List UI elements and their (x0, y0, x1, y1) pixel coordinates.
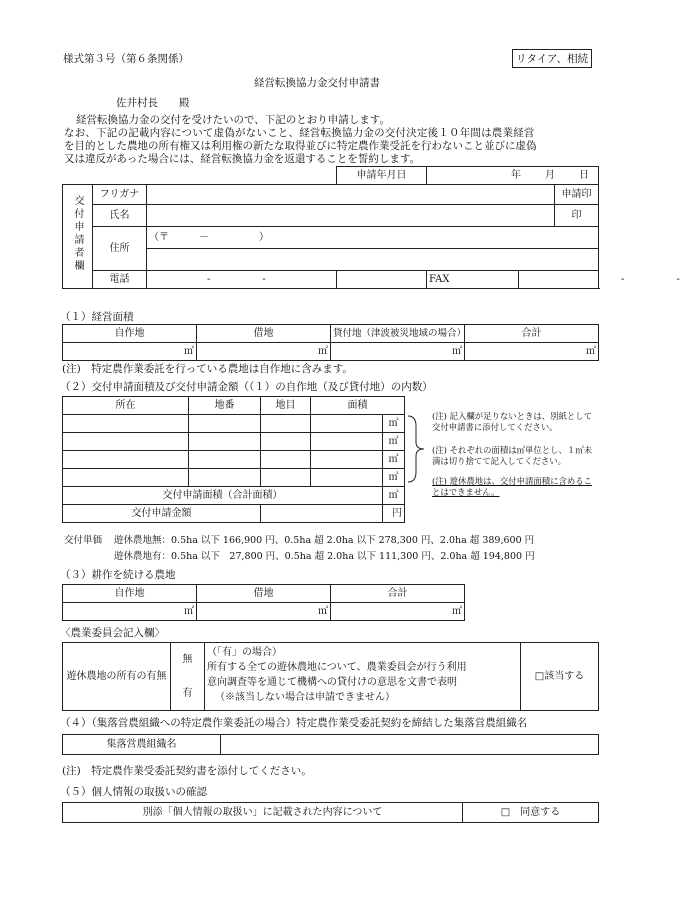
committee-heading: 〈農業委員会記入欄〉 (60, 627, 165, 639)
agree-checkbox[interactable]: □ 同意する (463, 803, 599, 823)
header-category: 地目 (261, 397, 311, 415)
location-cell[interactable] (63, 469, 189, 487)
total-area[interactable]: ㎡ (465, 343, 599, 361)
location-cell[interactable] (63, 451, 189, 469)
amount-field[interactable] (261, 505, 383, 523)
dash: - (207, 274, 211, 285)
dash: - (621, 274, 625, 285)
sec2-note: (注) 遊休農地は、交付申請面積に含めることはできません。 (432, 476, 592, 497)
amount-label: 交付申請金額 (63, 505, 261, 523)
note-a: (注) 特定農作業委託を行っている農地は自作地に含みます。 (62, 363, 353, 375)
applicant-side-label: 交付申請者欄 (72, 195, 83, 273)
applicable-checkbox[interactable]: □該当する (521, 643, 599, 711)
fax-field[interactable] (519, 271, 680, 289)
unit: ㎡ (383, 433, 405, 451)
idle-land-label: 遊休農地の所有の有無 (63, 643, 171, 711)
committee-desc: （「有」の場合） (207, 647, 282, 658)
lot-cell[interactable] (189, 433, 261, 451)
seal-mark: 印 (555, 205, 599, 227)
intro-line: を目的とした農地の所有権又は利用権の新たな取得並びに特定農作業受託を行わないこと並びに虚偽 (64, 140, 537, 152)
address-label: 住所 (93, 227, 147, 271)
total-area-label: 交付申請面積（合計面積） (63, 487, 383, 505)
addressee: 佐井村長 殿 (116, 97, 190, 109)
area-cell[interactable] (311, 415, 383, 433)
applicant-table (62, 166, 680, 289)
furigana-field[interactable] (147, 185, 555, 205)
price-label: 交付単価 (64, 535, 103, 546)
privacy-text: 別添「個人情報の取扱い」に記載された内容について (63, 803, 463, 823)
fax-label: FAX (427, 271, 519, 289)
section-4-heading: （４）（集落営農組織への特定農作業委託の場合）特定農作業受委託契約を締結した集落営農組織名 (60, 717, 528, 729)
lot-cell[interactable] (189, 415, 261, 433)
total-area[interactable]: ㎡ (331, 603, 465, 621)
category-box: リタイア、相続 (512, 49, 592, 68)
own-land-area[interactable]: ㎡ (63, 603, 197, 621)
brace-icon (406, 414, 426, 484)
category-cell[interactable] (261, 433, 311, 451)
furigana-label: フリガナ (93, 185, 147, 205)
header-leased-land: 借地 (197, 585, 331, 603)
header-area: 面積 (311, 397, 405, 415)
year-label: 年 (511, 170, 522, 181)
day-label: 日 (579, 170, 590, 181)
month-label: 月 (545, 170, 556, 181)
organization-label: 集落営農組織名 (63, 735, 221, 755)
intro-line: 又は違反があった場合には、経営転換協力金を返還することを誓約します。 (64, 153, 421, 165)
committee-table (62, 642, 599, 711)
unit: ㎡ (383, 487, 405, 505)
unit: ㎡ (383, 415, 405, 433)
date-label: 申請年月日 (337, 167, 427, 185)
area-cell[interactable] (311, 451, 383, 469)
lot-cell[interactable] (189, 469, 261, 487)
yen-unit: 円 (383, 505, 405, 523)
category-cell[interactable] (261, 415, 311, 433)
header-lent-land: 貸付地（津波被災地域の場合） (331, 325, 465, 343)
category-cell[interactable] (261, 469, 311, 487)
header-total: 合計 (331, 585, 465, 603)
form-number: 様式第３号（第６条関係） (63, 53, 189, 65)
header-total: 合計 (465, 325, 599, 343)
unit: ㎡ (383, 451, 405, 469)
continued-farmland-table (62, 584, 465, 621)
privacy-table (62, 802, 599, 823)
price-line: 遊休農地無：0.5ha 以下 166,900 円、0.5ha 超 2.0ha 以下 278,300 円、2.0ha 超 389,600 円 (114, 535, 535, 546)
leased-land-area[interactable]: ㎡ (197, 343, 331, 361)
section-5-heading: （５）個人情報の取扱いの確認 (60, 786, 207, 798)
header-lot: 地番 (189, 397, 261, 415)
lent-land-area[interactable]: ㎡ (331, 343, 465, 361)
intro-line: なお、下記の記載内容について虚偽がないこと、経営転換協力金の交付決定後１０年間は農業経営 (64, 127, 535, 139)
committee-desc: （※該当しない場合は申請できません） (215, 692, 395, 703)
application-area-table (62, 396, 405, 523)
name-label: 氏名 (93, 205, 147, 227)
area-cell[interactable] (311, 469, 383, 487)
none-option[interactable]: 無 (171, 643, 205, 677)
committee-desc: 意向調査等を通じて機構への貸付けの意思を文書で表明 (207, 677, 457, 688)
note-b: (注) 特定農作業受委託契約書を添付してください。 (62, 765, 312, 777)
phone-label: 電話 (93, 271, 147, 289)
seal-label: 申請印 (555, 185, 599, 205)
header-own-land: 自作地 (63, 325, 197, 343)
lot-cell[interactable] (189, 451, 261, 469)
page-title: 経営転換協力金交付申請書 (254, 77, 380, 89)
organization-field[interactable] (221, 735, 599, 755)
section-1-heading: （１）経営面積 (60, 311, 134, 323)
organization-table (62, 734, 599, 755)
name-field[interactable] (147, 205, 555, 227)
leased-land-area[interactable]: ㎡ (197, 603, 331, 621)
intro-line: 経営転換協力金の交付を受けたいので、下記のとおり申請します。 (76, 114, 390, 126)
section-3-heading: （３）耕作を続ける農地 (60, 569, 176, 581)
dash: - (262, 274, 266, 285)
sec2-note: (注) 記入欄が足りないときは、別紙として交付申請書に添付してください。 (432, 411, 592, 432)
yes-option[interactable]: 有 (171, 677, 205, 711)
phone-field[interactable] (147, 271, 337, 289)
own-land-area[interactable]: ㎡ (63, 343, 197, 361)
area-cell[interactable] (311, 433, 383, 451)
postal-field[interactable]: （〒 － ） (147, 227, 598, 249)
price-line: 遊休農地有：0.5ha 以下 27,800 円、0.5ha 超 2.0ha 以下 111,300 円、2.0ha 超 194,800 円 (114, 551, 535, 562)
committee-desc: 所有する全ての遊休農地について、農業委員会が行う利用 (207, 662, 467, 673)
location-cell[interactable] (63, 415, 189, 433)
unit: ㎡ (383, 469, 405, 487)
dash: - (676, 274, 680, 285)
sec2-note: (注) それぞれの面積は㎡単位とし、１㎡未満は切り捨てて記入してください。 (432, 445, 592, 466)
location-cell[interactable] (63, 433, 189, 451)
management-area-table (62, 324, 599, 361)
category-cell[interactable] (261, 451, 311, 469)
address-field[interactable] (147, 249, 598, 269)
header-location: 所在 (63, 397, 189, 415)
section-2-heading: （２）交付申請面積及び交付申請金額（（１）の自作地（及び貸付地）の内数） (60, 381, 433, 393)
header-leased-land: 借地 (197, 325, 331, 343)
header-own-land: 自作地 (63, 585, 197, 603)
